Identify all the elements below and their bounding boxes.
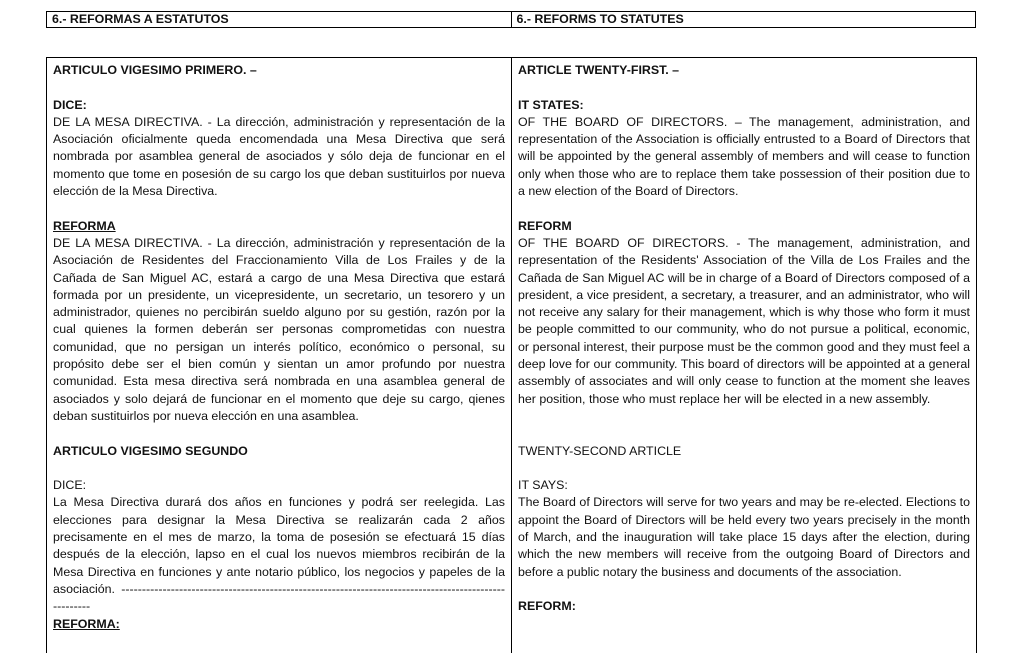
says-label-2: IT SAYS: — [518, 478, 568, 493]
article-21-title-es: ARTICULO VIGESIMO PRIMERO. – — [53, 63, 257, 77]
spanish-column — [47, 58, 511, 653]
states-text-1: OF THE BOARD OF DIRECTORS. – The management, administration, and representation of the Association is officially entrusted to a Board of Directors that will be appointed by the general assembly of members and will cease to function only when those who are to replace them take possession of their position due to a new election of the Board of Directors. — [518, 114, 970, 199]
says-text-2: The Board of Directors will serve for two years and may be re-elected. Elections to appoint the Board of Directors will be held every two years precisely in the month of March, and the inauguration will take place 15 days after the election, during which the new members will receive from the outgoing Board of Directors and before a public notary the business and documents of the association. — [518, 495, 970, 579]
english-column — [511, 58, 976, 653]
article-22-title-en: TWENTY-SECOND ARTICLE — [518, 443, 682, 458]
bilingual-articles-table — [46, 57, 977, 653]
reforma-label-1: REFORMA — [53, 218, 116, 233]
section-header-english: 6.- REFORMS TO STATUTES — [511, 12, 976, 27]
states-label-1: IT STATES: — [518, 97, 584, 112]
reform-label-2: REFORM: — [518, 599, 576, 614]
article-21-title-en: ARTICLE TWENTY-FIRST. – — [518, 63, 680, 77]
reform-label-1: REFORM — [518, 218, 572, 233]
reforma-label-2: REFORMA: — [53, 616, 120, 631]
dice-label-1: DICE: — [53, 97, 87, 112]
reform-text-1: OF THE BOARD OF DIRECTORS. - The management, administration, and representation of the Residents' Association of the Villa de Los Frailes and the Cañada de San Miguel AC will be in charge of a Board of Directors composed of a president, a vice president, a secretary, a treasurer, and an administrator, who will not receive any salary for their management, which is why those who form it must be people committed to our community, who do not pursue a political, economic, or personal interest, their purpose must be the common good and they must feel a deep love for our community. This board of directors will be appointed at a general assembly of associates and will only cease to function at the moment she leaves her position, those who must replace her will be elected in a new assembly. — [518, 235, 970, 406]
section-header-spanish: 6.- REFORMAS A ESTATUTOS — [52, 12, 229, 26]
article-22-title-es: ARTICULO VIGESIMO SEGUNDO — [53, 443, 248, 458]
dice-label-2: DICE: — [53, 478, 87, 493]
reforma-text-1: DE LA MESA DIRECTIVA. - La dirección, administración y representación de la Asociación de Residentes del Fraccionamiento Villa de Los Frailes y de la Cañada de San Miguel AC, estará a cargo de una Mesa Directiva que estará formada por un presidente, un vicepresidente, un secretario, un tesorero y un administrador, quienes no percibirán sueldo alguno por su gestión, razón por la cual quienes la formen deberán ser personas comprometidas con nuestra comunidad, que no persigan un interés político, económico o personal, su propósito debe ser el bien común y sientan un amor profundo por nuestra comunidad. Esta mesa directiva será nombrada en una asamblea general de asociados y solo dejará de funcionar en el momento que deje su cargo, qienes deban sustituirlos por nueva elección en una asamblea. — [53, 235, 505, 423]
dice-text-1: DE LA MESA DIRECTIVA. - La dirección, administración y representación de la Asociación oficialmente queda encomendada una Mesa Directiva que será nombrada por asamblea general de asociados y sólo deja de funcionar en el momento que tome en posesión de su cargo los que deban sustituirlos por nueva elección de la Mesa Directiva. — [53, 114, 505, 199]
section-header-table — [46, 11, 976, 28]
dice-text-2: La Mesa Directiva durará dos años en funciones y podrá ser reelegida. Las elecciones para designar la Mesa Directiva se realizarán cada 2 años precisamente en el mes de marzo, la toma de posesión se efectuará 15 días después de la elección, lapso en el cual los nuevos miembros recibirán de la Mesa Directiva en funciones y ante notario público, los negocios y papeles de la asociación. ------------------------------------------------------------------------------------------------------ — [53, 495, 505, 614]
